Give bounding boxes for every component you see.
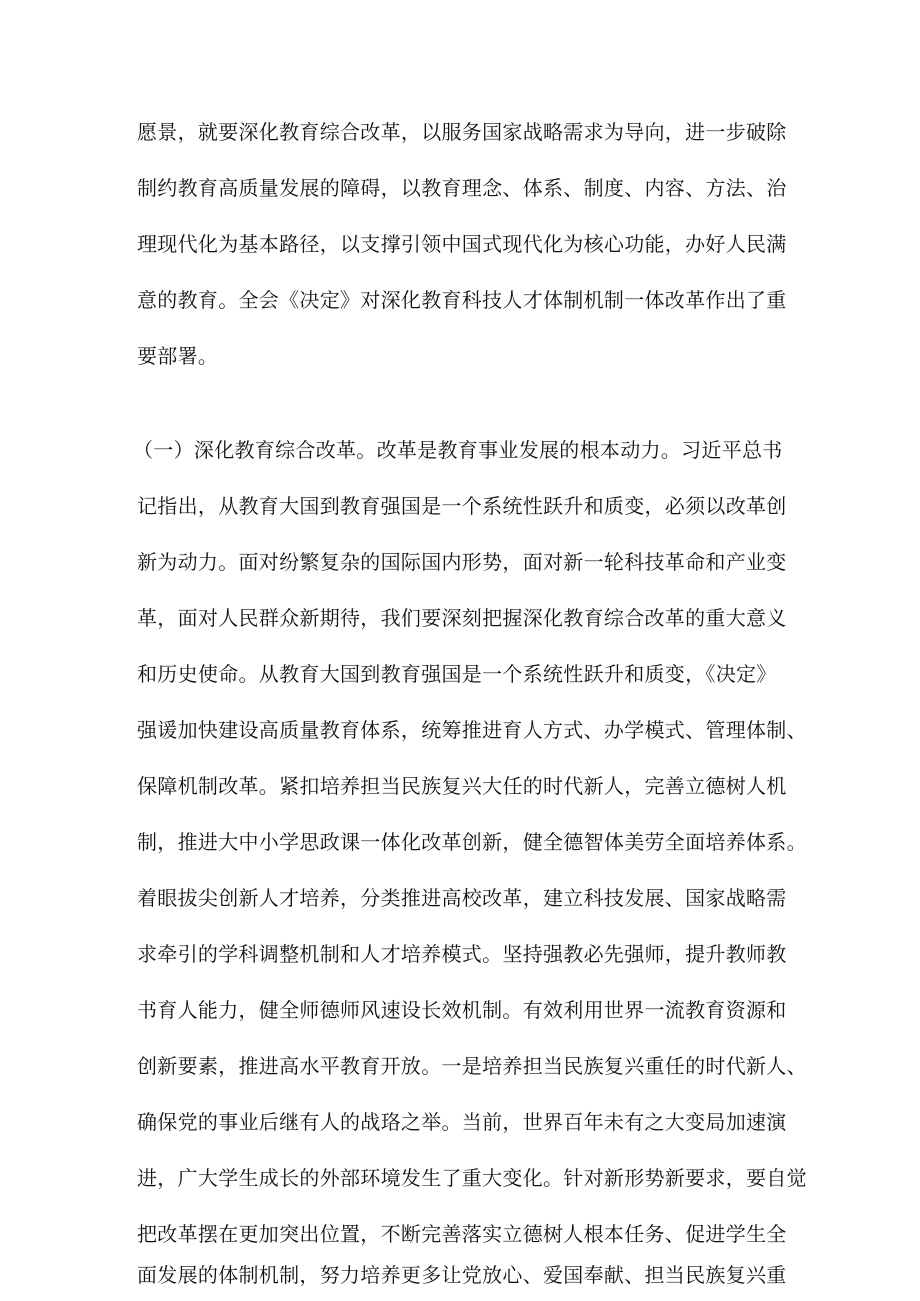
paragraph2-line-14: 进，广大学生成长的外部环境发生了重大变化。针对新形势新要求，要自觉 bbox=[137, 1166, 807, 1190]
paragraph2-line-9: 着眼拔尖创新人才培养，分类推进高校改革，建立科技发展、国家战略需 bbox=[137, 886, 787, 910]
paragraph2-line-8: 制，推进大中小学思政课一体化改革创新，健全德智体美劳全面培养体系。 bbox=[137, 830, 807, 854]
paragraph2-line-1: （一）深化教育综合改革。改革是教育事业发展的根本动力。习近平总书 bbox=[133, 438, 783, 462]
paragraph2-line-13: 确保党的事业后继有人的战珞之举。当前，世界百年未有之大变局加速演 bbox=[137, 1110, 787, 1134]
paragraph2-line-5: 和历史使命。从教育大国到教育强国是一个系统性跃升和质变，《决定》 bbox=[137, 662, 777, 686]
paragraph1-line-3: 理现代化为基本路径，以支撑引领中国式现代化为核心功能，办好人民满 bbox=[137, 232, 787, 256]
paragraph2-line-11: 书育人能力，健全师德师风速设长效机制。有效利用世界一流教育资源和 bbox=[137, 998, 787, 1022]
paragraph2-line-7: 保障机制改革。紧扣培养担当民族复兴大任的时代新人，完善立德树人机 bbox=[137, 774, 787, 798]
paragraph2-line-2: 记指出，从教育大国到教育强国是一个系统性跃升和质变，必须以改革创 bbox=[137, 494, 787, 518]
paragraph2-line-12: 创新要素，推进高水平教育开放。一是培养担当民族复兴重任的时代新人、 bbox=[137, 1054, 807, 1078]
paragraph2-line-15: 把改革摆在更加突出位置，不断完善落实立德树人根本任务、促进学生全 bbox=[137, 1222, 787, 1246]
paragraph1-line-5: 要部署。 bbox=[137, 344, 219, 368]
paragraph2-line-6: 强谖加快建设高质量教育体系，统筹推进育人方式、办学模式、管理体制、 bbox=[137, 718, 807, 742]
paragraph2-line-16: 面发展的体制机制，努力培养更多让党放心、爱国奉献、担当民族复兴重 bbox=[137, 1263, 787, 1287]
paragraph1-line-1: 愿景，就要深化教育综合改革，以服务国家战略需求为导向，进一步破除 bbox=[137, 120, 787, 144]
paragraph1-line-2: 制约教育高质量发展的障碍，以教育理念、体系、制度、内容、方法、治 bbox=[137, 176, 787, 200]
paragraph2-line-4: 革，面对人民群众新期待，我们要深刻把握深化教育综合改革的重大意义 bbox=[137, 606, 787, 630]
paragraph2-line-3: 新为动力。面对纷繁复杂的国际国内形势，面对新一轮科技革命和产业变 bbox=[137, 550, 787, 574]
paragraph2-line-10: 求牵引的学科调整机制和人才培养模式。坚持强教必先强师，提升教师教 bbox=[137, 942, 787, 966]
paragraph1-line-4: 意的教育。全会《决定》对深化教育科技人才体制机制一体改革作出了重 bbox=[137, 288, 787, 312]
